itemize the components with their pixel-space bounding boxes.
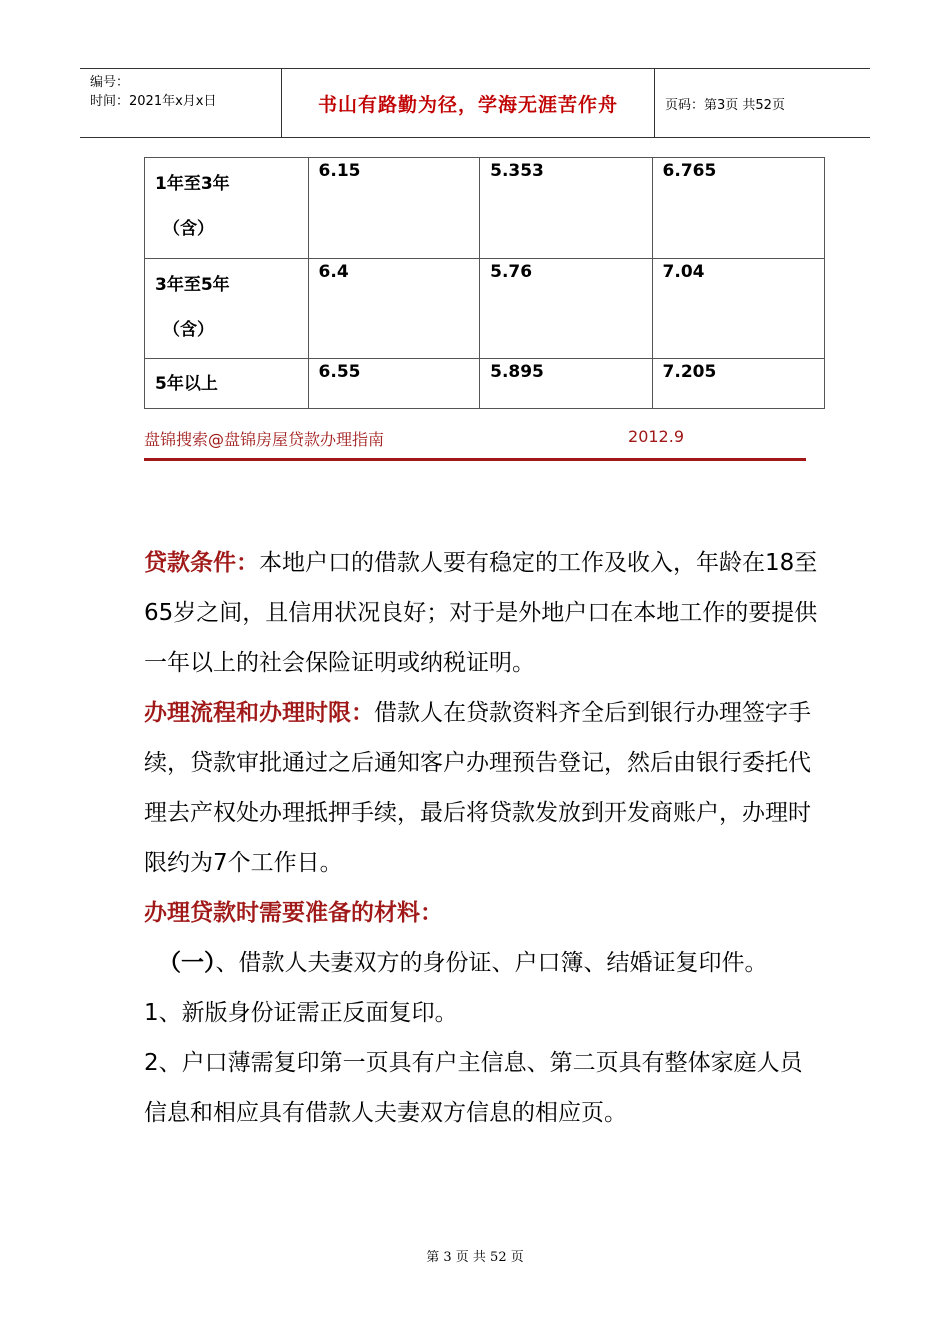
main-content — [144, 538, 824, 1138]
doc-time-label: 时间：2021年x月x日 — [90, 94, 217, 109]
rate-cell: 5.76 — [480, 259, 652, 359]
rate-cell: 6.55 — [308, 359, 480, 409]
interest-rate-table — [144, 157, 825, 409]
source-date: 2012.9 — [628, 427, 684, 446]
table-row — [145, 259, 825, 359]
rate-cell: 7.04 — [652, 259, 824, 359]
materials-label: 办理贷款时需要准备的材料： — [144, 900, 443, 926]
conditions-paragraph — [144, 538, 824, 688]
table-row — [145, 158, 825, 259]
conditions-text: 本地户口的借款人要有稳定的工作及收入，年龄在18至65岁之间，且信用状况良好；对于是外地户口在本地工作的要提供一年以上的社会保险证明或纳税证明。 — [144, 550, 818, 676]
table-row — [145, 359, 825, 409]
process-text: 借款人在贷款资料齐全后到银行办理签字手续，贷款审批通过之后通知客户办理预告登记，然后由银行委托代理去产权处办理抵押手续，最后将贷款发放到开发商账户，办理时限约为7个工作日。 — [144, 700, 811, 876]
rate-cell: 6.4 — [308, 259, 480, 359]
term-label: 1年至3年 — [155, 174, 230, 194]
term-cell — [145, 359, 309, 409]
material-sub-2: 2、户口薄需复印第一页具有户主信息、第二页具有整体家庭人员信息和相应具有借款人夫妻双方信息的相应页。 — [144, 1050, 803, 1126]
header-meta — [80, 69, 282, 137]
header-page-info: 页码：第3页 共52页 — [665, 97, 785, 113]
doc-number-label: 编号： — [90, 75, 130, 90]
term-cell — [145, 158, 309, 259]
rate-cell: 5.895 — [480, 359, 652, 409]
rate-cell: 7.205 — [652, 359, 824, 409]
rate-cell: 6.765 — [652, 158, 824, 259]
material-sub-1: 1、新版身份证需正反面复印。 — [144, 1000, 458, 1026]
process-paragraph — [144, 688, 824, 888]
page-footer: 第 3 页 共 52 页 — [426, 1250, 524, 1265]
term-cell — [145, 259, 309, 359]
conditions-label: 贷款条件： — [144, 550, 259, 576]
rate-cell: 5.353 — [480, 158, 652, 259]
source-text: 盘锦搜索@盘锦房屋贷款办理指南 — [144, 430, 385, 449]
rate-cell: 6.15 — [308, 158, 480, 259]
source-line — [144, 427, 806, 450]
material-item-1 — [144, 938, 824, 988]
materials-heading — [144, 888, 824, 938]
process-label: 办理流程和办理时限： — [144, 700, 374, 726]
header-motto: 书山有路勤为径，学海无涯苦作舟 — [282, 69, 655, 137]
term-suffix: （含） — [163, 320, 214, 340]
term-label: 3年至5年 — [155, 275, 230, 295]
term-suffix: （含） — [163, 219, 214, 239]
divider — [144, 458, 806, 461]
item-mark: （一） — [158, 950, 216, 976]
page-header — [80, 68, 870, 138]
term-label: 5年以上 — [155, 374, 218, 394]
item-text: 、借款人夫妻双方的身份证、户口簿、结婚证复印件。 — [215, 950, 768, 976]
